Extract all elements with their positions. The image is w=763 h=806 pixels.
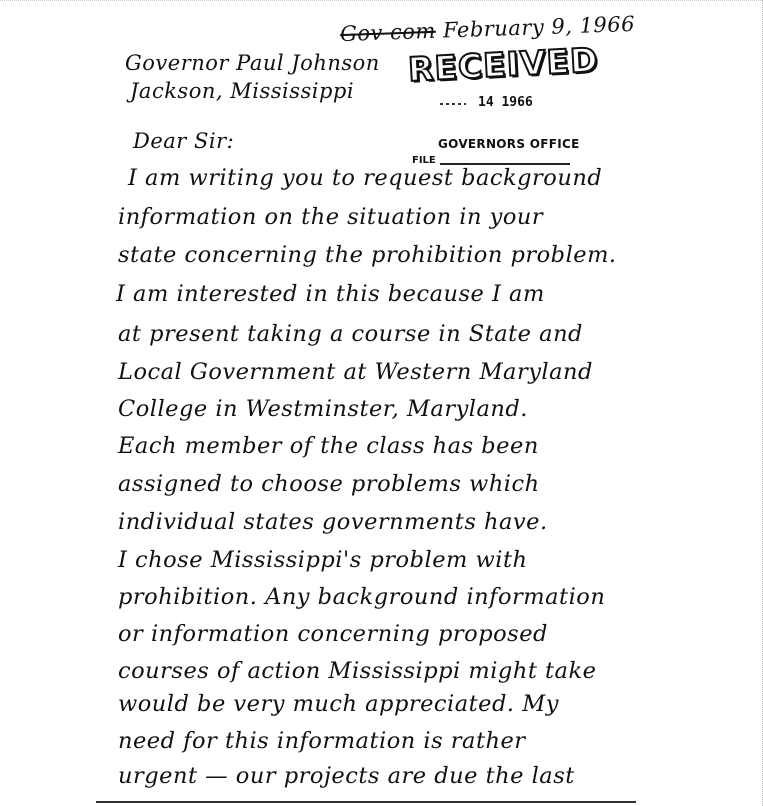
body-line: individual states governments have.: [118, 509, 548, 535]
body-line: would be very much appreciated. My: [118, 691, 559, 717]
body-line: Each member of the class has been: [118, 433, 539, 459]
stamp-received-text: RECEIVED: [407, 40, 600, 89]
stamp-date-dash: [440, 103, 466, 105]
stamp-office: GOVERNORS OFFICE: [438, 137, 580, 151]
body-line: I chose Mississippi's problem with: [118, 547, 528, 573]
body-line: or information concerning proposed: [118, 621, 548, 647]
body-line: Local Government at Western Maryland: [118, 359, 593, 385]
body-line: I am interested in this because I am: [116, 281, 545, 307]
date-text: February 9, 1966: [442, 11, 636, 43]
struck-annotation: Gov com: [339, 18, 437, 47]
body-line: I am writing you to request background: [128, 165, 603, 191]
body-line: prohibition. Any background information: [118, 584, 606, 610]
recipient-location: Jackson, Mississippi: [130, 79, 355, 103]
body-line: College in Westminster, Maryland.: [118, 396, 528, 422]
recipient-name: Governor Paul Johnson: [125, 51, 380, 75]
page-bottom-rule: [96, 801, 636, 803]
received-stamp: [400, 39, 600, 179]
stamp-date: 14 1966: [478, 95, 533, 110]
body-line: at present taking a course in State and: [118, 321, 583, 347]
body-line: assigned to choose problems which: [118, 471, 540, 497]
stamp-file-label: FILE: [412, 155, 436, 166]
body-line: urgent — our projects are due the last: [118, 763, 575, 789]
body-line: information on the situation in your: [118, 204, 544, 230]
body-line: state concerning the prohibition problem.: [118, 242, 617, 268]
salutation: Dear Sir:: [133, 129, 235, 153]
body-line: courses of action Mississippi might take: [118, 658, 597, 684]
body-line: need for this information is rather: [118, 728, 526, 754]
